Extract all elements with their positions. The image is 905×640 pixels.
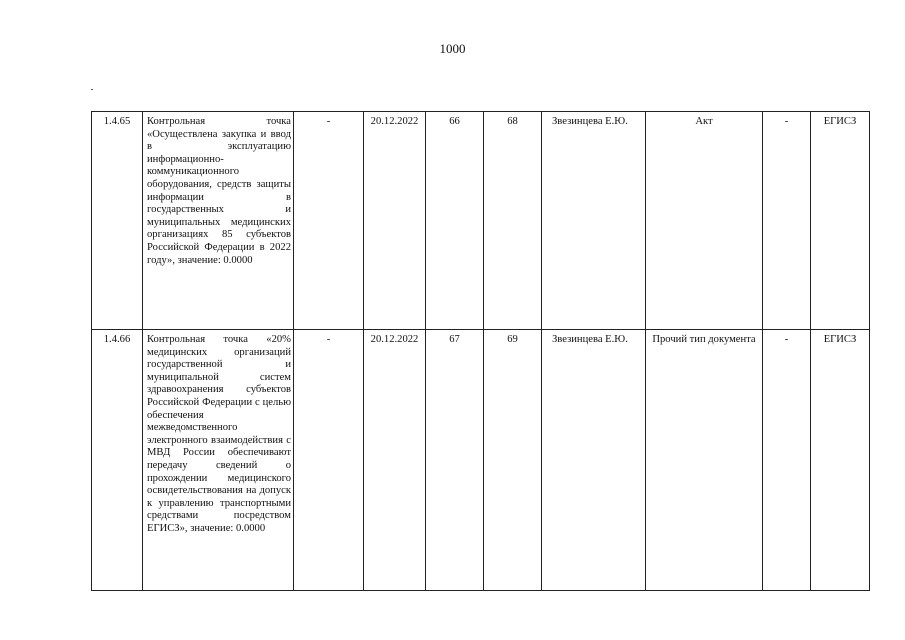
row-col-b: 68	[484, 112, 542, 330]
row-description: Контрольная точка «Осуществлена закупка и ввод в эксплуатацию информационно-коммуникационного оборудования, средств защиты информации в государственных и муниципальных медицинских организациях 85 субъектов Российской Федерации в 2022 году», значение: 0.0000	[143, 112, 294, 330]
row-level: -	[763, 112, 811, 330]
row-end-date: 20.12.2022	[364, 112, 426, 330]
row-number: 1.4.65	[92, 112, 143, 330]
page-number: 1000	[439, 41, 466, 56]
row-start-date: -	[294, 112, 364, 330]
row-col-b: 69	[484, 330, 542, 591]
row-start-date: -	[294, 330, 364, 591]
row-level: -	[763, 330, 811, 591]
row-doc-type: Акт	[646, 112, 763, 330]
row-description: Контрольная точка «20% медицинских организаций государственной и муниципальной систем здравоохранения субъектов Российской Федерации с целью обеспечения межведомственного электронного взаимодействия с МВД России обеспечивают передачу сведений о прохождении медицинского освидетельствования на допуск к управлению транспортными средствами посредством ЕГИСЗ», значение: 0.0000	[143, 330, 294, 591]
table-row	[92, 330, 870, 591]
plan-table	[91, 111, 870, 591]
row-col-a: 66	[426, 112, 484, 330]
row-doc-type: Прочий тип документа	[646, 330, 763, 591]
row-system: ЕГИСЗ	[811, 112, 870, 330]
row-executor: Звезинцева Е.Ю.	[542, 330, 646, 591]
row-system: ЕГИСЗ	[811, 330, 870, 591]
row-executor: Звезинцева Е.Ю.	[542, 112, 646, 330]
scan-speck	[91, 89, 93, 90]
row-end-date: 20.12.2022	[364, 330, 426, 591]
table-row	[92, 112, 870, 330]
row-number: 1.4.66	[92, 330, 143, 591]
row-col-a: 67	[426, 330, 484, 591]
